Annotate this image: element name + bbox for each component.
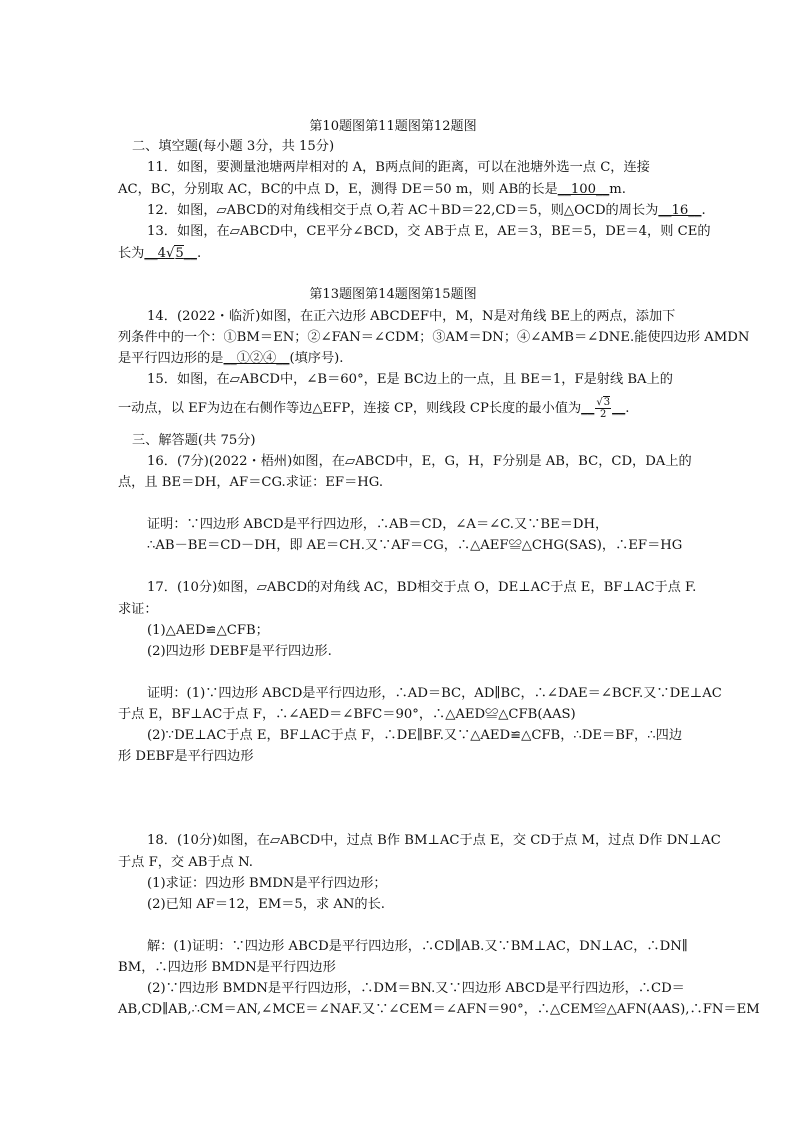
q11-line2 (118, 182, 626, 198)
q16-line1: 16．(7分)(2022・梧州)如图，在▱ABCD中，E，G，H，F分别是 AB，BC，CD，DA上的 (147, 454, 692, 469)
q18-line1: 18．(10分)如图，在▱ABCD中，过点 B作 BM⊥AC于点 E，交 CD于点 M，过点 D作 DN⊥AC (147, 833, 721, 848)
q15-answer-post: __ (612, 401, 626, 416)
q15-answer-pre: __ (581, 401, 595, 416)
q12-line1 (147, 203, 706, 219)
q13-line2-end: . (196, 246, 202, 261)
q17-line2: 求证： (118, 602, 158, 617)
q15-fraction-radicand: 3 (603, 397, 611, 408)
section-header-fill-blank: 二、填空题(每小题 3分，共 15分) (132, 139, 335, 154)
q12-text: 12．如图，▱ABCD的对角线相交于点 O,若 AC＋BD＝22,CD＝5，则△OCD的周长为 (147, 203, 659, 218)
q14-line3-text: 是平行四边形的是 (118, 351, 224, 366)
q18-line2: 于点 F，交 AB于点 N. (118, 855, 253, 870)
q13-answer-radicand: 5 (175, 246, 184, 261)
q18-solution-line3: (2)∵四边形 BMDN是平行四边形，∴DM＝BN.又∵四边形 ABCD是平行四边形，∴CD＝ (147, 981, 685, 996)
q18-solution-line4: AB,CD∥AB,∴CM＝AN,∠MCE＝∠NAF.又∵∠CEM＝∠AFN＝90°，∴△CEM≌△AFN(AAS),∴FN＝EM (118, 1002, 760, 1017)
q13-answer-post: __ (183, 246, 197, 261)
q13-answer: __4√5__ (144, 246, 197, 261)
q13-line2-text: 长为 (118, 246, 145, 261)
q14-line2: 列条件中的一个：①BM＝EN；②∠FAN＝∠CDM；③AM＝DN；④∠AMB＝∠DNE.能使四边形 AMDN (118, 330, 750, 345)
q15-line2 (118, 397, 629, 420)
q18-solution-line1: 解：(1)证明：∵四边形 ABCD是平行四边形，∴CD∥AB.又∵BM⊥AC，DN⊥AC，∴DN∥ (147, 939, 688, 954)
q12-answer: __16__ (658, 203, 702, 218)
figure-caption-2: 第13题图第14题图第15题图 (309, 287, 477, 302)
q15-answer (581, 397, 626, 420)
section-header-solve: 三、解答题(共 75分) (132, 433, 256, 448)
q11-line2-end: m. (609, 182, 626, 197)
q15-fraction-numerator: √3 (596, 397, 611, 408)
q15-fraction (595, 397, 611, 420)
q17-proof-line4: 形 DEBF是平行四边形 (118, 749, 254, 764)
q13-line1: 13．如图，在▱ABCD中，CE平分∠BCD，交 AB于点 E，AE＝3，BE＝5，DE＝4，则 CE的 (147, 224, 711, 239)
q14-line1: 14．(2022・临沂)如图，在正六边形 ABCDEF中，M，N是对角线 BE上的两点，添加下 (147, 309, 676, 324)
q13-line2 (118, 246, 201, 262)
q18-line4: (2)已知 AF＝12，EM＝5，求 AN的长. (147, 897, 385, 912)
q17-line4: (2)四边形 DEBF是平行四边形. (147, 644, 332, 659)
figure-caption-1: 第10题图第11题图第12题图 (309, 119, 477, 134)
q14-answer: __①②④__ (223, 351, 290, 366)
q18-solution-line2: BM，∴四边形 BMDN是平行四边形 (118, 960, 336, 975)
q16-line2: 点，且 BE＝DH，AF＝CG.求证：EF＝HG. (118, 475, 384, 490)
q11-line1: 11．如图，要测量池塘两岸相对的 A，B两点间的距离，可以在池塘外选一点 C，连接 (147, 160, 650, 175)
q15-line2-end: . (625, 401, 630, 416)
q16-proof-line2: ∴AB－BE＝CD－DH，即 AE＝CH.又∵AF＝CG，∴△AEF≌△CHG(SAS)，∴EF＝HG (147, 538, 683, 553)
q15-line2-text: 一动点，以 EF为边在右侧作等边△EFP，连接 CP，则线段 CP长度的最小值为 (118, 401, 582, 416)
q17-proof-line1: 证明：(1)∵四边形 ABCD是平行四边形，∴AD＝BC，AD∥BC，∴∠DAE＝∠BCF.又∵DE⊥AC (147, 686, 722, 701)
q12-end: . (701, 203, 706, 218)
q17-proof-line2: 于点 E，BF⊥AC于点 F，∴∠AED＝∠BFC＝90°，∴△AED≌△CFB(AAS) (118, 707, 576, 722)
q17-line1: 17．(10分)如图，▱ABCD的对角线 AC，BD相交于点 O，DE⊥AC于点 E，BF⊥AC于点 F. (147, 580, 697, 595)
q11-answer: __100__ (557, 182, 610, 197)
q14-line3 (118, 351, 343, 367)
q13-answer-pre: __4 (144, 246, 166, 261)
q16-proof-line1: 证明：∵四边形 ABCD是平行四边形，∴AB＝CD，∠A＝∠C.又∵BE＝DH， (147, 517, 609, 532)
q14-line3-end: (填序号). (289, 351, 344, 366)
q18-line3: (1)求证：四边形 BMDN是平行四边形； (147, 876, 387, 891)
q17-line3: (1)△AED≌△CFB； (147, 623, 269, 638)
q15-fraction-denominator: 2 (600, 409, 607, 420)
q11-line2-text: AC，BC，分别取 AC，BC的中点 D，E，测得 DE＝50 m，则 AB的长是 (118, 182, 558, 197)
q15-line1: 15．如图，在▱ABCD中，∠B＝60°，E是 BC边上的一点，且 BE＝1，F是射线 BA上的 (147, 372, 673, 387)
q17-proof-line3: (2)∵DE⊥AC于点 E，BF⊥AC于点 F，∴DE∥BF.又∵△AED≌△CFB，∴DE＝BF，∴四边 (147, 728, 683, 743)
